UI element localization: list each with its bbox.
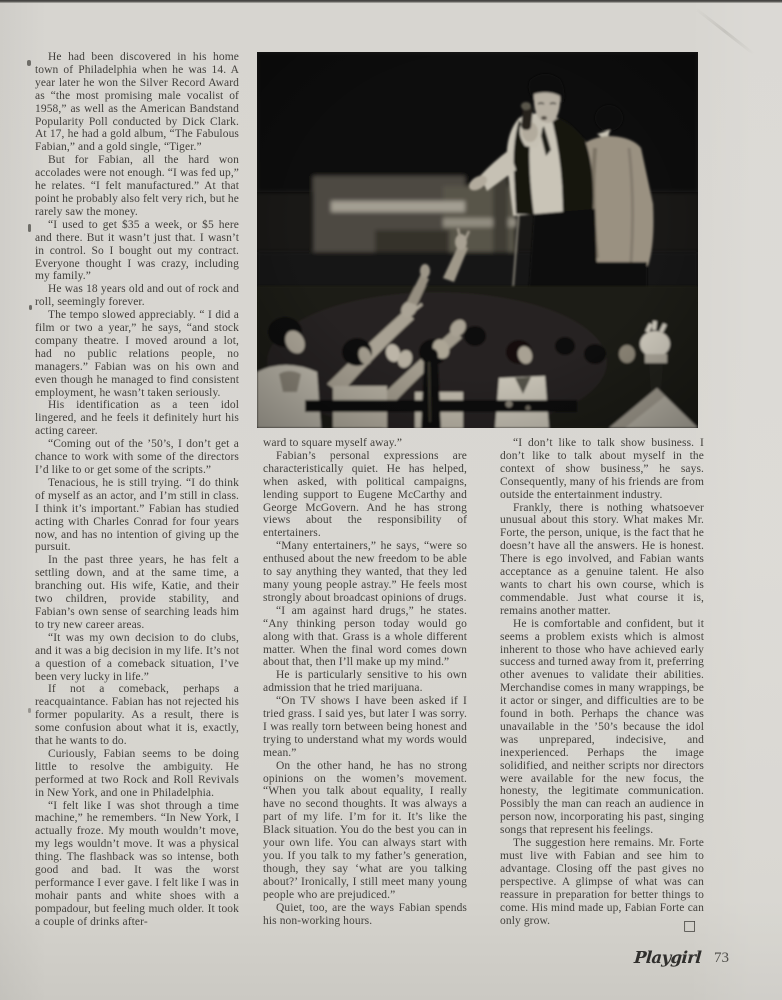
article-paragraph: Tenacious, he is still trying. “I do think of myself as an actor, and I’m still in class. I think it’s important.” Fabian has studied acting with Charles Conrad for four years now, and has no intention of giving up the pursuit. xyxy=(35,476,239,554)
page-number: 73 xyxy=(714,950,729,966)
article-paragraph: Quiet, too, are the ways Fabian spends his non-working hours. xyxy=(263,901,467,927)
paper-crease xyxy=(695,8,755,56)
article-paragraph: “On TV shows I have been asked if I tried grass. I said yes, but later I was sorry. I was really torn between being honest and trying to understand what my words would mean.” xyxy=(263,695,467,759)
photo-vignette xyxy=(257,52,698,428)
article-paragraph: He is particularly sensitive to his own admission that he tried marijuana. xyxy=(263,669,467,695)
article-paragraph: Frankly, there is nothing whatsoever unusual about this story. What makes Mr. Forte, the person, unique, is the fact that he doesn’t have all the answers. He is honest. There is ego involved, and Fabian wants acceptance as a genuine talent. He also wants to chart his own course, which is commendable. Just what course it is, remains another matter. xyxy=(500,501,704,617)
scan-edge xyxy=(0,0,782,3)
magazine-logo: Playgirl xyxy=(633,948,702,967)
article-paragraph: “It was my own decision to do clubs, and it was a big decision in my life. It’s not a question of a comeback situation, I’ve been very lucky in life.” xyxy=(35,631,239,683)
scan-speck xyxy=(28,224,31,232)
article-paragraph: “I used to get $35 a week, or $5 here and there. But it wasn’t just that. I wasn’t in control. So I bought out my contract. Everyone thought I was crazy, including my family.” xyxy=(35,218,239,283)
article-paragraph: The suggestion here remains. Mr. Forte must live with Fabian and see him to advantage. Closing off the past gives no perspective. A glimpse of what was can reassure in preparation for better things to come. His mind made up, Fabian Forte can only grow. xyxy=(500,837,704,927)
article-paragraph: Fabian’s personal expressions are characteristically quiet. He has helped, when asked, with political campaigns, lending support to Eugene McCarthy and George McGovern. And he has strong views about the responsibility of entertainers. xyxy=(263,449,467,540)
article-paragraph: He had been discovered in his home town of Philadelphia when he was 14. A year later he won the Silver Record Award as “the most promising male vocalist of 1958,” as well as the American Bandstand Popularity Poll conducted by Dick Clark. At 17, he had a gold album, “The Fabulous Fabian,” and a gold single, “Tiger.” xyxy=(35,51,239,154)
article-paragraph: But for Fabian, all the hard won accolades were not enough. “I was fed up,” he relates. “I felt manufactured.” At that point he probably also felt very rich, but he rarely saw the money. xyxy=(35,154,239,218)
article-paragraph: “I felt like I was shot through a time machine,” he remembers. “In New York, I actually froze. My mouth wouldn’t move, my legs wouldn’t move. It was a physical thing. The flashback was so intense, both good and bad. It was the worst performance I ever gave. I felt like I was in mohair pants and white shoes with a pompadour, but feeling much older. It took a couple of drinks after- xyxy=(35,799,239,928)
article-paragraph: The tempo slowed appreciably. “ I did a film or two a year,” he says, “and stock company theatre. I moved around a lot, had no public relations people, no managers.” Fabian was on his own and even though he managed to find consistent employment, he wasn’t taken seriously. xyxy=(35,309,239,399)
article-paragraph: He was 18 years old and out of rock and roll, seemingly forever. xyxy=(35,283,239,309)
article-paragraph: His identification as a teen idol lingered, and he feels it definitely hurt his acting career. xyxy=(35,399,239,438)
stage-photo xyxy=(257,52,698,428)
article-column-left xyxy=(35,51,239,948)
article-column-middle xyxy=(263,437,467,959)
article-paragraph: ward to square myself away.” xyxy=(263,437,403,449)
article-paragraph: In the past three years, he has felt a settling down, and at the same time, a branching out. His wife, Katie, and their two children, provide stability, and Fabian’s own sense of searching leads him to try new career areas. xyxy=(35,554,239,631)
article-paragraph: “Many entertainers,” he says, “were so enthused about the new freedom to be able to say anything they wanted, that they led many young people astray.” He feels most strongly about broadcast opinions of drugs. xyxy=(263,540,467,604)
article-paragraph: If not a comeback, perhaps a reacquaintance. Fabian has not rejected his former popularity. As a result, there is some confusion about what it is, exactly, that he wants to do. xyxy=(35,683,239,748)
scan-speck xyxy=(27,60,31,66)
article-column-right xyxy=(500,437,704,955)
article-paragraph: Curiously, Fabian seems to be doing little to resolve the ambiguity. He performed at two Rock and Roll Revivals in New York, and one in Philadelphia. xyxy=(35,747,239,799)
article-paragraph: “I don’t like to talk show business. I don’t like to talk about myself in the context of show business,” he says. Consequently, many of his friends are from outside the entertainment industry. xyxy=(500,437,704,501)
scan-speck xyxy=(29,305,32,310)
article-paragraph: “I am against hard drugs,” he states. “Any thinking person today would go along with that. Grass is a whole different matter. When the final word comes down about that, then I’ll make up my mind.” xyxy=(263,604,467,669)
article-paragraph: “Coming out of the ’50’s, I don’t get a chance to work with some of the directors I’d like to or get some of the scripts.” xyxy=(35,438,239,476)
article-paragraph: He is comfortable and confident, but it seems a problem exists which is almost inherent to those who have achieved early success and turned away from it, preferring other avenues to validate their abilities. Merchandise comes in many wrappings, be it actor or singer, and difficulties are to be found in both. Perhaps the chance was unavailable in the ’50’s because the idol was unprepared, indecisive, and inexperienced. Perhaps the image solidified, and neither scripts nor directors were available for the new focus, the honesty, the legitimate communication. Possibly the man can reach an audience in person now, incorporating his past, singing songs that represent his feelings. xyxy=(500,617,704,837)
end-of-article-mark: □ xyxy=(683,918,697,934)
article-paragraph: On the other hand, he has no strong opinions on the women’s movement. “When you talk about equality, I really have no second thoughts. It was always a part of my life. I’m for it. It’s like the Black situation. You do the best you can in your own life. You can always start with you. If you talk to my father’s generation, though, they say ‘what are you talking about?’ Ironically, I still meet many young people who are prejudiced.” xyxy=(263,759,467,901)
scan-speck xyxy=(28,708,31,713)
